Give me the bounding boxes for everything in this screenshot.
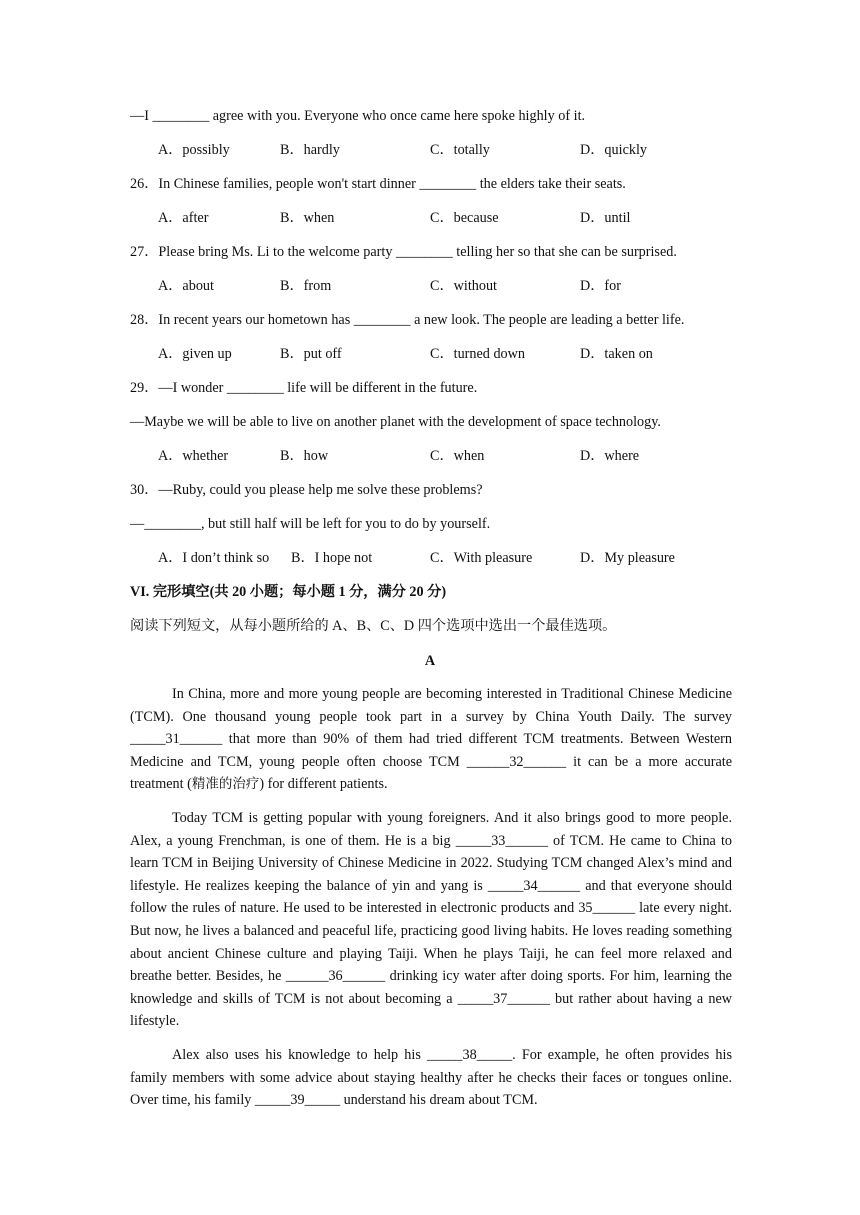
p1-chinese-gloss: 精准的治疗 <box>191 776 260 793</box>
passage-label: A <box>424 653 436 669</box>
q29-option-b: B．how <box>280 448 329 464</box>
p2-text-2: of TCM. He came to China to learn TCM in Beijing University of Chinese Medicine in 2022. Studying TCM changed Alex’s mind and lifestyle. He realizes keeping the balance of yin and yang is <box>130 832 732 894</box>
q30-option-d: D．My pleasure <box>580 550 675 566</box>
blank-31[interactable]: _____31______ <box>130 731 223 748</box>
q25-option-b: B．hardly <box>280 142 340 158</box>
q28-stem: 28．In recent years our hometown has ________ a new look. The people are leading a better life. <box>130 312 685 328</box>
blank-38[interactable]: _____38_____ <box>427 1047 513 1063</box>
section-heading: VI. 完形填空(共 20 小题；每小题 1 分，满分 20 分) <box>130 584 447 600</box>
q27-option-c: C．without <box>430 278 498 294</box>
blank-32[interactable]: ______32______ <box>466 753 567 770</box>
blank-33[interactable]: _____33______ <box>455 832 548 849</box>
p3-text-1: Alex also uses his knowledge to help his <box>172 1047 428 1063</box>
q30-option-b: B．I hope not <box>291 550 373 566</box>
q29-option-c: C．when <box>430 448 485 464</box>
q28-option-c: C．turned down <box>430 346 525 362</box>
q28-option-d: D．taken on <box>580 346 653 362</box>
q25-option-a: A．possibly <box>158 142 230 158</box>
q27-option-d: D．for <box>580 278 621 294</box>
p2-text-1: Today TCM is getting popular with young foreigners. And it also brings good to more people. Alex, a young Frenchman, is one of them. He is a big <box>130 810 732 849</box>
q26-option-c: C．because <box>430 210 499 226</box>
q26-option-d: D．until <box>580 210 631 226</box>
p1-text-2: that more than 90% of them had tried different TCM treatments. Between Western Medicine and TCM, young people often choose TCM <box>130 731 732 770</box>
q30-option-c: C．With pleasure <box>430 550 533 566</box>
q25-option-d: D．quickly <box>580 142 647 158</box>
q29-option-a: A．whether <box>158 448 229 464</box>
passage-paragraph-1 <box>130 683 732 796</box>
q25-option-c: C．totally <box>430 142 490 158</box>
p2-text-6: but rather about having a new lifestyle. <box>130 990 733 1030</box>
q29-response-line: —Maybe we will be able to live on another planet with the development of space technology. <box>130 414 661 430</box>
q27-stem: 27．Please bring Ms. Li to the welcome party ________ telling her so that she can be surprised. <box>130 244 677 260</box>
q29-stem: 29．—I wonder ________ life will be different in the future. <box>130 380 478 396</box>
p1-text-4: ) for different patients. <box>259 776 388 793</box>
p2-text-3: and that everyone should follow the rules of nature. He used to be interested in electronic products and <box>130 877 732 917</box>
p2-text-5: drinking icy water after doing sports. For him, learning the knowledge and skills of TCM is not about becoming a <box>130 968 732 1007</box>
q30-option-a: A．I don’t think so <box>158 550 270 566</box>
q30-response-line: —________, but still half will be left for you to do by yourself. <box>130 516 491 532</box>
p1-text-3: it can be a more accurate treatment ( <box>130 753 732 793</box>
p3-text-3: understand his dream about TCM. <box>340 1092 538 1109</box>
p3-text-2: . For example, he often provides his family members with some advice about staying healthy after he checks their faces or tongues online. Over time, his family <box>130 1047 732 1109</box>
q28-option-a: A．given up <box>158 346 232 362</box>
q26-option-b: B．when <box>280 210 335 226</box>
blank-39[interactable]: _____39_____ <box>254 1092 341 1109</box>
q30-stem: 30．—Ruby, could you please help me solve these problems? <box>130 482 483 498</box>
blank-36[interactable]: ______36______ <box>285 968 386 985</box>
p1-text-1: In China, more and more young people are becoming interested in Traditional Chinese Medicine (TCM). One thousand young people took part in a survey by China Youth Daily. The survey <box>130 686 732 725</box>
p2-text-4: late every night. But now, he lives a balanced and peaceful life, practicing good living habits. He loves reading something about ancient Chinese culture and playing Taiji. When he plays Taiji, he can feel more relaxed and breathe better. Besides, he <box>130 900 732 985</box>
blank-37[interactable]: _____37______ <box>457 990 550 1007</box>
q27-option-a: A．about <box>158 278 214 294</box>
q25-response-line: —I ________ agree with you. Everyone who once came here spoke highly of it. <box>130 108 586 124</box>
q27-option-b: B．from <box>280 278 332 294</box>
passage-paragraph-3 <box>130 1044 732 1112</box>
section-instruction: 阅读下列短文，从每小题所给的 A、B、C、D 四个选项中选出一个最佳选项。 <box>130 618 617 634</box>
q26-option-a: A．after <box>158 210 209 226</box>
q28-option-b: B．put off <box>280 346 342 362</box>
blank-35[interactable]: 35______ <box>578 900 636 917</box>
blank-34[interactable]: _____34______ <box>487 877 581 894</box>
passage-paragraph-2 <box>130 807 732 1033</box>
q29-option-d: D．where <box>580 448 640 464</box>
q26-stem: 26．In Chinese families, people won't start dinner ________ the elders take their seats. <box>130 176 626 192</box>
